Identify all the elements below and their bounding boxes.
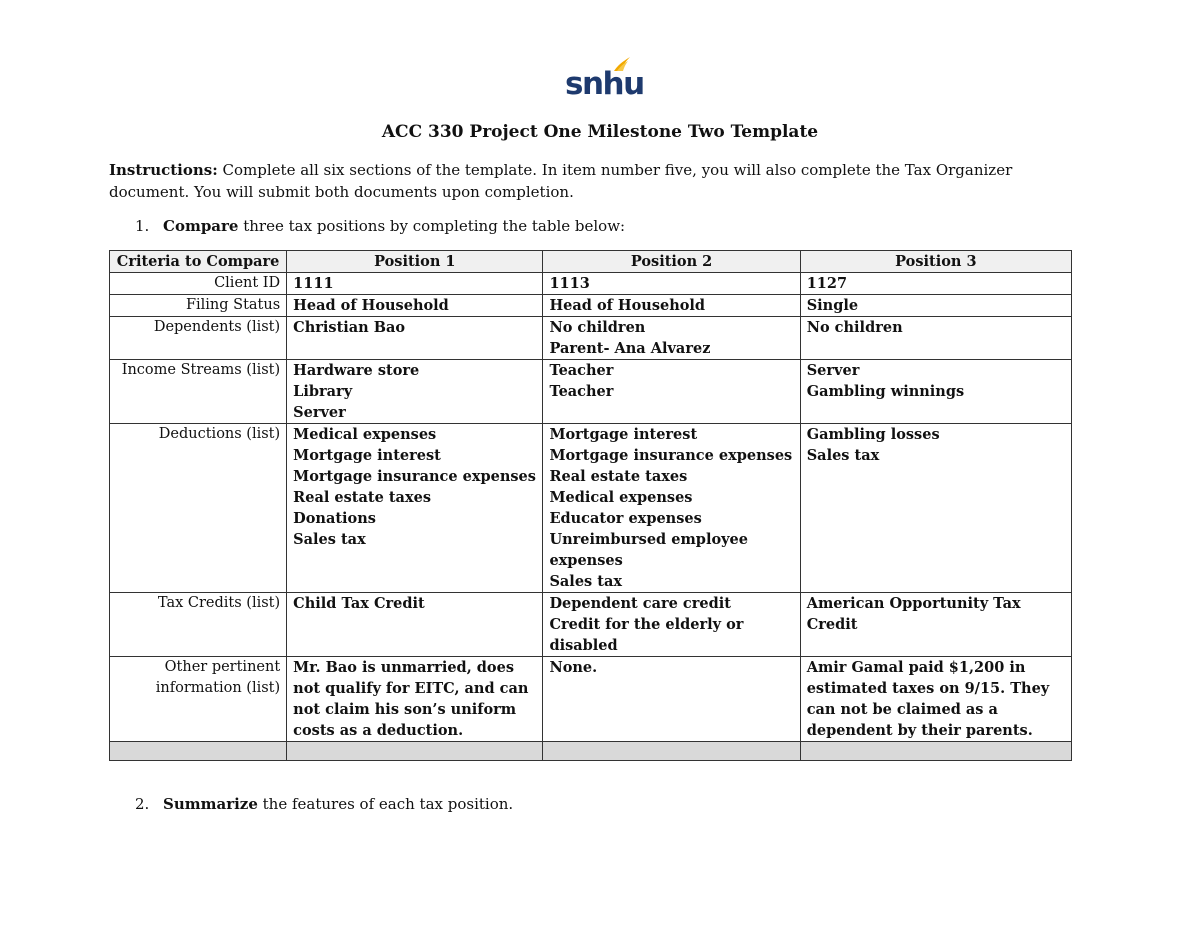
cell-line: No children [806,319,903,336]
instructions [109,159,1089,203]
cell-position-3 [800,273,1071,295]
cell-line: expenses [549,552,623,569]
step-1-text: three tax positions by completing the table below: [238,217,626,235]
cell-line: Medical expenses [293,426,437,443]
cell-line: Sales tax [806,447,880,464]
cell-position-1 [287,295,543,317]
cell-line: Dependent care credit [549,595,731,612]
logo-text: snhu [565,66,644,102]
cell-line: Single [806,297,859,314]
row-label: Client ID [110,273,287,295]
table-row [110,424,1072,593]
cell-line: Mortgage insurance expenses [549,447,793,464]
cell-line: Christian Bao [293,319,406,336]
step-1-number: 1. [135,217,150,235]
cell-position-2 [543,424,800,593]
cell-position-2 [543,317,800,360]
cell-line: 1111 [293,275,334,292]
header-position-1: Position 1 [287,251,543,273]
step-2-number: 2. [135,795,150,813]
cell-line: estimated taxes on 9/15. They [806,680,1050,697]
cell-position-3 [800,360,1071,424]
cell-line: Mortgage interest [549,426,698,443]
header-position-3: Position 3 [800,251,1071,273]
cell-line: No children [549,319,646,336]
cell-position-3 [800,295,1071,317]
cell-line: Library [293,383,353,400]
row-label: Deductions (list) [110,424,287,593]
cell-position-1 [287,593,543,657]
cell-line: Gambling losses [806,426,940,443]
cell-line: Hardware store [293,362,420,379]
cell-position-2 [543,295,800,317]
cell-position-3 [800,593,1071,657]
cell-position-3 [800,317,1071,360]
step-2 [135,795,513,813]
table-row [110,317,1072,360]
cell-line: Amir Gamal paid $1,200 in [806,659,1026,676]
cell-position-2 [543,273,800,295]
cell-line: Server [806,362,860,379]
row-label: Filing Status [110,295,287,317]
cell-position-1 [287,273,543,295]
cell-line: Gambling winnings [806,383,965,400]
cell-line: Mortgage insurance expenses [293,468,536,485]
cell-line: not claim his son’s uniform [293,701,517,718]
table-row [110,273,1072,295]
cell-position-1 [287,360,543,424]
cell-line: Educator expenses [549,510,702,527]
document-title: ACC 330 Project One Milestone Two Template [381,122,819,142]
header-position-2: Position 2 [543,251,800,273]
cell-position-1 [287,424,543,593]
row-label: Dependents (list) [110,317,287,360]
row-label [110,657,287,742]
cell-line: American Opportunity Tax [806,595,1021,612]
cell-line: Mr. Bao is unmarried, does [293,659,514,676]
cell-line: can not be claimed as a [806,701,998,718]
cell-line: Teacher [549,362,614,379]
cell-line: Medical expenses [549,489,693,506]
cell-line: Credit for the elderly or [549,616,744,633]
table-row [110,657,1072,742]
blank-row [110,742,1072,761]
cell-line: Sales tax [293,531,366,548]
table-row [110,593,1072,657]
table-row [110,360,1072,424]
cell-line: Real estate taxes [293,489,431,506]
cell-line: Head of Household [293,297,449,314]
cell-line: Mortgage interest [293,447,441,464]
cell-line: Real estate taxes [549,468,688,485]
cell-line: disabled [549,637,618,654]
cell-line: Teacher [549,383,614,400]
step-2-text: the features of each tax position. [257,795,514,813]
step-1 [135,217,625,235]
cell-line: costs as a deduction. [293,722,464,739]
row-label: Income Streams (list) [110,360,287,424]
cell-line: Server [293,404,346,421]
cell-line: Child Tax Credit [293,595,425,612]
instructions-text: Complete all six sections of the template. In item number five, you will also complete the Tax Organizer document. You will submit both documents upon completion. [109,161,1013,201]
step-1-keyword: Compare [163,217,239,235]
cell-position-3 [800,424,1071,593]
cell-position-2 [543,593,800,657]
cell-line: Unreimbursed employee [549,531,748,548]
step-2-keyword: Summarize [163,795,258,813]
cell-line: Donations [293,510,376,527]
table-row [110,295,1072,317]
row-label: Tax Credits (list) [110,593,287,657]
cell-position-2 [543,657,800,742]
cell-line: Head of Household [549,297,706,314]
cell-line: not qualify for EITC, and can [293,680,529,697]
cell-position-1 [287,657,543,742]
cell-line: Sales tax [549,573,622,590]
cell-position-1 [287,317,543,360]
blank-cell [110,742,287,761]
instructions-label: Instructions: [109,161,218,179]
cell-line: Parent- Ana Alvarez [549,340,711,357]
cell-line: None. [549,659,598,676]
cell-line: 1113 [549,275,590,292]
table-body [110,273,1072,761]
blank-cell [800,742,1071,761]
table-header-row [110,251,1072,273]
row-label-text: Other pertinent information (list) [155,659,281,696]
snhu-logo [565,56,644,104]
blank-cell [287,742,543,761]
header-criteria: Criteria to Compare [110,251,287,273]
cell-position-3 [800,657,1071,742]
cell-line: Credit [806,616,858,633]
cell-line: dependent by their parents. [806,722,1033,739]
blank-cell [543,742,800,761]
cell-position-2 [543,360,800,424]
cell-line: 1127 [806,275,848,292]
tax-positions-table [109,250,1072,761]
